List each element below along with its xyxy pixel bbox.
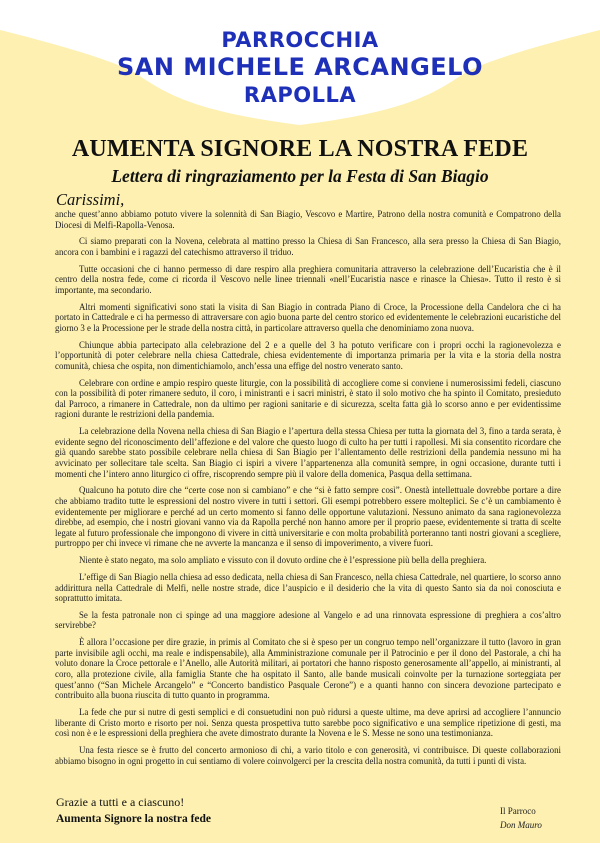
paragraph: Niente è stato negato, ma solo ampliato e vissuto con il dovuto ordine che è l’espressione più bella della preghiera. bbox=[79, 555, 487, 566]
signature-name: Don Mauro bbox=[500, 820, 542, 830]
paragraph: Qualcuno ha potuto dire che “certe cose non si cambiano” e che “si è fatto sempre così”. Onestà intellettuale dovrebbe portare a dire che abbiamo tradito tutte le espressioni del nostro vivere in tutti i settori. Gli esempi potrebbero essere molteplici. Se c’è un cambiamento è evidentemente per migliorare e perché ad un certo momento si fanno delle opportune valutazioni. Nessuno animato da sana ragionevolezza direbbe, ad esempio, che i nostri giovani vanno via da Rapolla perché non hanno amore per il proprio paese, evidentemente si tratta di scelte legate al futuro professionale che impongono di vivere in città universitarie e con molta probabilità porteranno tanti nostri giovani a scegliere, purtroppo per chi invece vi rimane che ne avverte la mancanza e il senso di impoverimento, a vivere fuori. bbox=[55, 485, 561, 549]
letter-body bbox=[55, 209, 561, 772]
header-line-parish: PARROCCHIA bbox=[221, 28, 379, 52]
paragraph: Altri momenti significativi sono stati la visita di San Biagio in contrada Piano di Croce, la Processione della Candelora che ci ha portato in Cattedrale e ci ha permesso di attraversare con agio buona parte del centro storico ed evidentemente le celebrazioni eucaristiche del giorno 3 e la Processione per le strade della nostra città, in particolare attraverso quella che denominiamo zona nuova. bbox=[55, 301, 561, 333]
paragraph: Celebrare con ordine e ampio respiro queste liturgie, con la possibilità di accogliere come si conviene i numerosissimi fedeli, ciascuno con la possibilità di poter rimanere seduto, il coro, i ministranti e i sacri ministri, è stato il solo motivo che ha spinto il Comitato, presieduto dal Parroco, a rimanere in Cattedrale, non da ultimo per ragioni sanitarie e di sicurezza, scelta fatta già lo scorso anno e per evidentissime ragioni durante le restrizioni della pandemia. bbox=[55, 377, 561, 420]
paragraph: La celebrazione della Novena nella chiesa di San Biagio e l’apertura della stessa Chiesa per tutta la giornata del 3, fino a tarda serata, è evidente segno del riconoscimento dell’affezione e del valore che questo luogo di culto ha per tutti i rapollesi. Mi sia consentito ricordare che già quando sarebbe stato possibile celebrare nella chiesa di San Biagio per l’allentamento delle restrizioni della pandemia nessuno mi ha avvicinato per sollecitare tale scelta. San Biagio ci ispiri a vivere l’appartenenza alla comunità sempre, in ogni occasione, durante tutti i momenti che l’intero anno liturgico ci offre, riscoprendo sempre più il valore della domenica, Pasqua della settimana. bbox=[55, 426, 561, 479]
header-line-town: RAPOLLA bbox=[243, 83, 357, 107]
paragraph: Tutte occasioni che ci hanno permesso di dare respiro alla preghiera comunitaria attraverso la celebrazione dell’Eucaristia che è il centro della nostra fede, come ci ricorda il Vescovo nelle linee triennali «nell’Eucaristia nasce e rinasce la Chiesa». Tutto il resto è sì importante, ma secondario. bbox=[55, 263, 561, 295]
paragraph: Una festa riesce se è frutto del concerto armonioso di chi, a vario titolo e con generosità, vi contribuisce. Di queste collaborazioni abbiamo bisogno in ogni progetto in cui sentiamo di volere coinvolgerci per la crescita della nostra comunità, da tutti i punti di vista. bbox=[55, 744, 561, 766]
page-subtitle: Lettera di ringraziamento per la Festa di San Biagio bbox=[111, 166, 489, 186]
page-title: AUMENTA SIGNORE LA NOSTRA FEDE bbox=[71, 136, 529, 162]
paragraph: Ci siamo preparati con la Novena, celebrata al mattino presso la Chiesa di San Francesco, alla sera presso la Chiesa di San Biagio, ancora con i bambini e i ragazzi del catechismo attraverso il triduo. bbox=[55, 236, 561, 257]
bottom-margin bbox=[0, 843, 600, 859]
paragraph: La fede che pur si nutre di gesti semplici e di consuetudini non può ridursi a queste ultime, ma deve aprirsi ad accogliere l’annuncio liberante di Cristo morto e risorto per noi. Senza questa prospettiva tutto sarebbe poco significativo e una semplice ripetizione di gesti, ma così non è e le espressioni della preghiera che avete dimostrato durante la Novena e le S. Messe ne sono una testimonianza. bbox=[55, 707, 561, 739]
header-line-name: SAN MICHELE ARCANGELO bbox=[116, 53, 483, 81]
closing-thanks: Grazie a tutti e a ciascuno! bbox=[56, 795, 185, 809]
paragraph: L’effige di San Biagio nella chiesa ad esso dedicata, nella chiesa di San Francesco, nella chiesa Cattedrale, nel quartiere, lo scorso anno addirittura nella Cattedrale di Melfi, nelle nostre strade, dice l’auspicio e il desiderio che la vita di questo Santo sia da noi conosciuta e soprattutto imitata. bbox=[55, 571, 561, 604]
signature-role: Il Parroco bbox=[500, 806, 536, 816]
paragraph: Se la festa patronale non ci spinge ad una maggiore adesione al Vangelo e ad una rinnovata espressione di preghiera a cos’altro servirebbe? bbox=[55, 609, 561, 631]
greeting: Carissimi, bbox=[56, 190, 125, 209]
paragraph: anche quest’anno abbiamo potuto vivere la solennità di San Biagio, Vescovo e Martire, Patrono della nostra comunità e Compatrono della Diocesi di Melfi-Rapolla-Venosa. bbox=[55, 209, 561, 230]
paragraph: Chiunque abbia partecipato alla celebrazione del 2 e a quelle del 3 ha potuto verificare con i propri occhi la ragionevolezza e l’opportunità di poter celebrare nella chiesa Cattedrale, chiesa evidentemente di importanza primaria per la vita e la storia della nostra comunità, chiesa che ospita, non dimentichiamolo, anch’essa una effige del nostro venerato santo. bbox=[55, 339, 561, 371]
closing-motto: Aumenta Signore la nostra fede bbox=[56, 813, 212, 825]
parish-header bbox=[0, 28, 600, 108]
paragraph: È allora l’occasione per dire grazie, in primis al Comitato che si è speso per un congruo tempo nell’organizzare il tutto (lavoro in gran parte invisibile agli occhi, ma reale e indispensabile), alla Amministrazione comunale per il Patrocinio e per il dono del Pastorale, a chi ha voluto donare la Croce pettorale e l’Anello, alle Autorità militari, ai portatori che hanno risposto generosamente all’appello, ai ministranti, al coro, alla protezione civile, alla famiglia Stante che ha ospitato il Santo, alle bande musicali coinvolte per la turnazione sorteggiata per quest’anno (“San Michele Arcangelo” e “Concerto bandistico Pasquale Cerone”) e a quanti hanno con sincera devozione partecipato e contribuito alla buona riuscita di tutto quanto in programma. bbox=[55, 637, 561, 701]
